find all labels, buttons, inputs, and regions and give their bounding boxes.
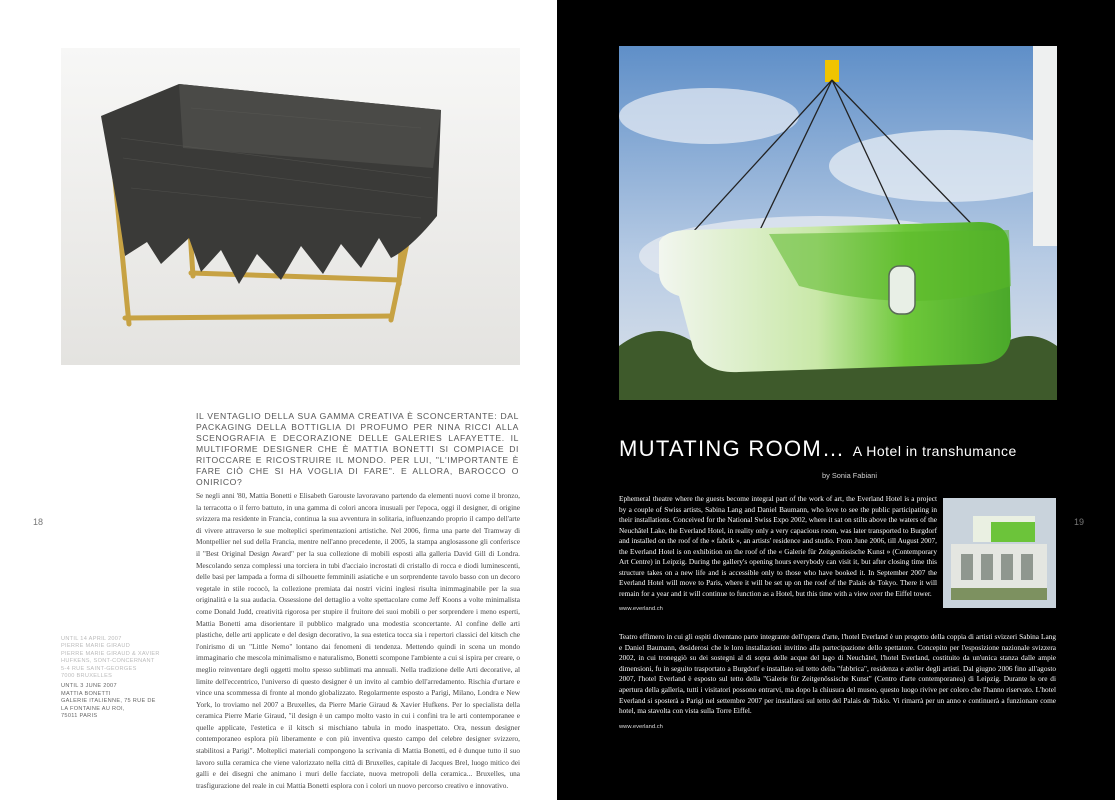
sidebar-line: PIERRE MARIE GIRAUD [61, 643, 131, 650]
sidebar-current-exhibition [61, 683, 179, 720]
sidebar-line: 75011 PARIS [61, 713, 98, 720]
sidebar-line: PIERRE MARIE GIRAUD & XAVIER [61, 650, 160, 657]
exhibition-sidebar [61, 636, 179, 720]
left-page [0, 0, 557, 800]
body-text-english [619, 494, 937, 615]
sidebar-line: HUFKENS, SONT-CONCERNANT [61, 658, 155, 665]
title-subtitle: A Hotel in transhumance [852, 443, 1017, 459]
byline: by Sonia Fabiani [821, 471, 878, 480]
bench-photo [61, 48, 520, 365]
sidebar-line: UNTIL 14 APRIL 2007 [61, 636, 122, 642]
title-main: MUTATING ROOM… [619, 436, 846, 461]
intro-paragraph: IL VENTAGLIO DELLA SUA GAMMA CREATIVA È SCONCERTANTE: DAL PACKAGING DELLA BOTTIGLIA DI PROFUMO PER NINA RICCI ALLA SCENOGRAFIA E DECORAZIONE DELLE GALERIES LAFAYETTE. IL MULTIFORME DESIGNER CHE È MATTIA BONETTI SI COMPIACE DI RITOCCARE E RICOSTRUIRE IL MONDO. PER LUI, "L'IMPORTANTE È FARE CIÒ CHE SI HA VOGLIA DI FARE". E ALLORA, BAROCCO O ONIRICO? [196, 411, 519, 487]
sidebar-line: MATTIA BONETTI [61, 690, 111, 697]
sidebar-line: LA FONTAINE AU ROI, [61, 705, 125, 712]
page-number-right: 19 [1074, 517, 1085, 527]
body-text-italian [196, 490, 520, 791]
body-paragraph: Se negli anni '80, Mattia Bonetti e Elisabeth Garouste lavoravano partendo da elementi nuovi come il bronzo, la terracotta o il ferro battuto, in una gamma di colori ancora inusuali per l'epoca, oggi il designer, di origine svizzera ma residente in Francia, continua la sua avventura in solitaria, influenzando proprio il campo dell'arte di vivere attraverso le sue molteplici sperimentazioni artistiche. Nel 2006, firma una parte del Tramway di Montpellier nel sud della Francia, mentre nell'anno precedente, il 2005, la stampa anglosassone gli conferisce il "Best Original Design Award" per la sua collezione di mobili esposti alla galleria David Gill di Londra. Mescolando senza complessi una torciera in tubi d'acciaio incrostati di cristallo di rocca e diodi luminescenti, delle basi per lampada a forma di silhouette femminili asiatiche e un sorprendente tavolo basso con un decoro vegetale in stile rococò, la collezione premiata dai nostri vicini inglesi risulta inimmaginabile per la sua originalità e la sua audacia. Ossessione del dettaglio a volte spettacolare come Jeff Koons a volte minimalista come Donald Judd, creatività rigorosa per stupire il fruitore dei suoi mobili o per sorprendere i meno esperti, Mattia Bonetti ama disorientare il pubblico malgrado una modestia sconcertante. Al confine delle arti plastiche, delle arti applicate e del design decorativo, la sua estetica tocca sia i repertori classici del kitsch che l'onirismo di un "Little Nemo" lontano dai fenomeni di tendenza. Mettendo quindi in scena un mondo immaginario che mescola minimalismo e naturalismo, Bonetti scompone l'ambiente a cui si ispira per creare, o meglio reinventare degli oggetti molto spesso sublimati ma annuali. Nella tradizione delle Arti decorative, al limite dell'eccentrico, l'universo di questo designer è un invito al cambio dell'arredamento. Rischia d'urtare e vince una scommessa di fronte al mondo globalizzato. Regolarmente esposto a Parigi, Milano, Londra e New York, lo troviamo nel 2007 a Bruxelles, da Pierre Marie Giraud & Xavier Hufkens. Per lo specialista della ceramica Pierre Marie Giraud, "il design è un campo molto vasto in cui i confini tra le arti contemporanee e quelle applicate, l'estetica e il kitsch si mischiano tabula in modo inaspettato. Ora, nessun designer contemporaneo esplora più liberamente e con più inventiva questo campo del celebre designer svizzero, stabilitosi a Parigi". Molteplici materiali compongono la scrivania di Mattia Bonetti, ed è dunque tutto il suo lavoro sulla ceramica che viene valorizzato nella città di Bruxelles, capitale di Jacques Brel, luogo mitico dei galli e dei disegni che animano i muri delle facciate, nuova metropoli della ceramica... Bruxelles, una trasfigurazione del reale in cui Mattia Bonetti esplora con i colori un nuovo percorso creativo e innovativo. [196, 491, 520, 790]
website-link-en[interactable]: www.everland.ch [619, 606, 663, 612]
sidebar-line: UNTIL 3 JUNE 2007 [61, 683, 117, 690]
article-title-block [619, 436, 1017, 480]
english-paragraph: Ephemeral theatre where the guests become integral part of the work of art, the Everland Hotel is a project by a couple of Swiss artists, Sabina Lang and Daniel Baumann, who love to see the public participating in their installations. Conceived for the National Swiss Expo 2002, where it sat on stilts above the waters of the Neuchâtel Lake, the Everland Hotel, in reality only a very capacious room, was later transported to Burgdorf and installed on the roof of the « fabrik », an artists' residence and studio. From June 2006, till August 2007, the Everland Hotel is on exhibition on the roof of the « Galerie für Zeitgenössische Kunst » (Contemporary Art Centre) in Leipzig. During the gallery's opening hours everybody can visit it, but after closing time this structure takes on a new life and is accessible only to those who have booked it. In September 2007 the Everland Hotel will move to Paris, where it will be set up on the roof of the Palais de Tokyo. There it will remain for a year and it will continue to function as a Hotel, but this time with a view over the Eiffel tower. [619, 494, 937, 598]
italian-paragraph: Teatro effimero in cui gli ospiti diventano parte integrante dell'opera d'arte, l'hotel Everland è un progetto della coppia di artisti svizzeri Sabina Lang e Daniel Baumann, desiderosi che le loro installazioni invitino alla partecipazione dello spettatore. Concepito per l'esposizione nazionale svizzera 2002, in cui troneggiò su dei sostegni al di sopra delle acque del lago di Neuchâtel, l'hotel Everland, costituito da un'unica stanza dalle ampie dimensioni, fu in seguito trasportato a Burgdorf e installato sul tetto della "fabbrica", residenza e atelier degli artisti. Dal giugno 2006 fino all'agosto 2007, l'hotel Everland è esposto sul tetto della "Galerie für Zeitgenössische Kunst" (Centro d'arte contemporanea) di Leipzig. Durante le ore di apertura della galleria, tutti i visitatori possono entrarvi, ma dopo la chiusura del museo, questo luogo rivive per coloro che l'hanno riservato. L'hotel Everland si sposterà a Parigi nel settembre 2007 per installarsi sul tetto del Palais de Tokio. Vi rimarrà per un anno e continuerà a funzionare come hotel, ma stavolta con vista sulla Torre Eiffel. [619, 632, 1056, 716]
sidebar-line: 5-4 RUE SAINT-GEORGES [61, 665, 137, 672]
article-title [619, 436, 1017, 462]
everland-photo [619, 46, 1057, 400]
website-link-it[interactable]: www.everland.ch [619, 723, 663, 730]
building-thumb [943, 498, 1056, 608]
body-text-italian-right [619, 632, 1056, 732]
sidebar-past-exhibition [61, 636, 179, 680]
sidebar-line: GALERIE ITALIENNE, 75 RUE DE [61, 698, 156, 705]
page-number-left: 18 [33, 517, 44, 527]
sidebar-line: 7000 BRUXELLES [61, 673, 113, 680]
